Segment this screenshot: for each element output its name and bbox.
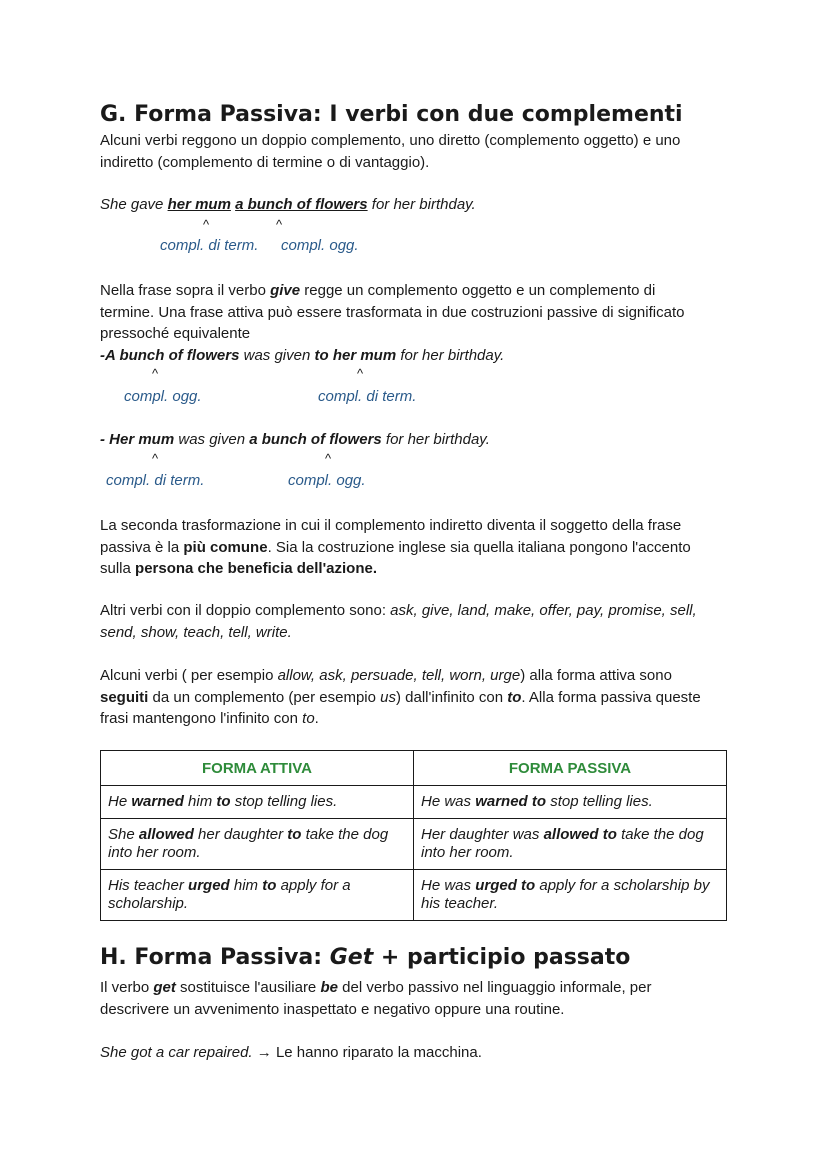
para-5-line-2 — [100, 687, 701, 709]
cell-text: He — [108, 793, 132, 810]
example-1-caret-2: ^ — [276, 217, 283, 232]
example-1-indirect-object: her mum — [167, 196, 231, 213]
example-2-sentence — [100, 345, 504, 367]
table-header-row — [101, 751, 727, 786]
example-3-caret-2: ^ — [325, 451, 332, 466]
cell-text: apply for a scholarship. — [108, 877, 351, 912]
cell-to: to — [287, 826, 302, 843]
example-3-end: for her birthday. — [381, 431, 490, 448]
section-h-text-3: del verbo passivo nel linguaggio informale, per — [337, 979, 652, 996]
section-h-text-2: sostituisce l'ausiliare — [175, 979, 321, 996]
para-5-text-4: . Alla forma passiva queste — [521, 689, 701, 706]
cell-to: to — [216, 793, 231, 810]
example-2-label-1: compl. ogg. — [124, 388, 202, 405]
section-h-title — [100, 945, 630, 970]
para-5-text-end: ) alla forma attiva sono — [520, 667, 672, 684]
cell-text: His teacher — [108, 877, 189, 894]
example-1-text-end: for her birthday. — [367, 196, 476, 213]
para-2-verb: give — [270, 282, 301, 299]
example-2-caret-2: ^ — [357, 366, 364, 381]
section-h-text: Il verbo — [100, 979, 154, 996]
para-5-line-3-end: . — [314, 710, 319, 727]
table-row — [101, 819, 727, 870]
section-h-example-italian: Le hanno riparato la macchina. — [275, 1044, 482, 1061]
para-4-text: Altri verbi con il doppio complemento sono: — [100, 602, 391, 619]
example-3-label-2: compl. ogg. — [288, 472, 366, 489]
table-cell-active — [101, 786, 414, 819]
para-2-text-end: regge un complemento oggetto e un complemento di — [300, 282, 656, 299]
table-cell-passive — [414, 786, 727, 819]
example-3-verb: was given — [174, 431, 250, 448]
table-row — [101, 870, 727, 921]
section-g-title: G. Forma Passiva: I verbi con due complementi — [100, 102, 683, 127]
section-h-be: be — [320, 979, 338, 996]
table-cell-passive — [414, 870, 727, 921]
example-1-text: She gave — [100, 196, 168, 213]
para-5-line-3 — [100, 708, 319, 730]
example-1-label-2: compl. ogg. — [281, 237, 359, 254]
section-h-title-get: Get — [329, 945, 374, 970]
para-3-line-3-emphasis: persona che beneficia dell'azione. — [135, 560, 378, 577]
para-3-emphasis: più comune — [183, 539, 268, 556]
para-4-line-1 — [100, 600, 697, 622]
para-5-verbs: allow, ask, persuade, tell, worn, urge — [277, 667, 521, 684]
para-3-line-3 — [100, 558, 377, 580]
table-header-passive: FORMA PASSIVA — [414, 751, 727, 786]
cell-verb: allowed to — [543, 826, 617, 843]
para-3-line-1: La seconda trasformazione in cui il complemento indiretto diventa il soggetto della frase — [100, 517, 682, 534]
example-2-verb: was given — [239, 347, 315, 364]
para-3-line-3-text: sulla — [100, 560, 136, 577]
section-h-example-english: She got a car repaired. — [100, 1044, 253, 1061]
para-2-line-1 — [100, 280, 655, 302]
example-2-label-2: compl. di term. — [318, 388, 417, 405]
section-h-example — [100, 1042, 482, 1064]
cell-text: stop telling lies. — [230, 793, 338, 810]
para-2-text: Nella frase sopra il verbo — [100, 282, 271, 299]
cell-verb: allowed — [138, 826, 194, 843]
section-g-intro-line-1: Alcuni verbi reggono un doppio complemento, uno diretto (complemento oggetto) e uno — [100, 132, 681, 149]
para-5-text-3: ) dall'infinito con — [395, 689, 508, 706]
cell-to: to — [262, 877, 277, 894]
para-5-line-1 — [100, 665, 672, 687]
section-h-line-2: descrivere un avvenimento inaspettato e negativo oppure una routine. — [100, 1001, 565, 1018]
section-h-title-c: + participio passato — [373, 945, 631, 970]
example-1-caret-1: ^ — [203, 217, 210, 232]
para-4-line-2: send, show, teach, tell, write. — [100, 624, 292, 641]
cell-verb: warned — [131, 793, 184, 810]
example-2-subject: -A bunch of flowers — [100, 347, 240, 364]
table-row — [101, 786, 727, 819]
example-1-sentence — [100, 194, 476, 216]
para-3-text: passiva è la — [100, 539, 184, 556]
example-3-sentence — [100, 429, 490, 451]
table-cell-active — [101, 870, 414, 921]
example-1-direct-object: a bunch of flowers — [235, 196, 368, 213]
example-3-caret-1: ^ — [152, 451, 159, 466]
cell-verb: warned to — [475, 793, 547, 810]
para-5-text: Alcuni verbi ( per esempio — [100, 667, 278, 684]
section-h-get: get — [153, 979, 176, 996]
cell-text: him — [229, 877, 263, 894]
table-cell-active — [101, 819, 414, 870]
cell-text: He was — [421, 877, 476, 894]
para-4-verbs: ask, give, land, make, offer, pay, promise, sell, — [390, 602, 697, 619]
example-2-caret-1: ^ — [152, 366, 159, 381]
example-3-label-1: compl. di term. — [106, 472, 205, 489]
example-3-subject: - Her mum — [100, 431, 175, 448]
cell-text: take the dog into her room. — [108, 826, 389, 861]
cell-text: him — [183, 793, 217, 810]
arrow-icon: → — [252, 1044, 276, 1061]
para-5-text-2: da un complemento (per esempio — [148, 689, 381, 706]
cell-text: take the dog into her room. — [421, 826, 704, 861]
example-3-object: a bunch of flowers — [249, 431, 382, 448]
cell-text: her daughter — [193, 826, 288, 843]
para-5-line-3-to: to — [302, 710, 315, 727]
section-g-intro-line-2: indiretto (complemento di termine o di vantaggio). — [100, 154, 430, 171]
cell-verb: urged — [188, 877, 230, 894]
section-h-title-a: H. Forma Passiva: — [100, 945, 330, 970]
example-1-label-1: compl. di term. — [160, 237, 259, 254]
example-2-indirect: to her mum — [314, 347, 397, 364]
cell-text: She — [108, 826, 139, 843]
cell-verb: urged to — [475, 877, 536, 894]
cell-text: He was — [421, 793, 476, 810]
cell-text: stop telling lies. — [546, 793, 653, 810]
cell-text: apply for a scholarship by his teacher. — [421, 877, 710, 912]
para-5-seguiti: seguiti — [100, 689, 149, 706]
para-5-us: us — [380, 689, 396, 706]
para-2-line-3: pressoché equivalente — [100, 325, 251, 342]
para-3-line-2 — [100, 537, 691, 559]
para-3-text-end: . Sia la costruzione inglese sia quella italiana pongono l'accento — [267, 539, 691, 556]
cell-text: Her daughter was — [421, 826, 544, 843]
table-cell-passive — [414, 819, 727, 870]
example-2-end: for her birthday. — [396, 347, 505, 364]
active-passive-table — [100, 750, 727, 921]
para-5-line-3-text: frasi mantengono l'infinito con — [100, 710, 303, 727]
para-2-line-2: termine. Una frase attiva può essere trasformata in due costruzioni passive di significato — [100, 304, 685, 321]
table-header-active: FORMA ATTIVA — [101, 751, 414, 786]
section-h-line-1 — [100, 977, 652, 999]
para-5-to: to — [507, 689, 522, 706]
